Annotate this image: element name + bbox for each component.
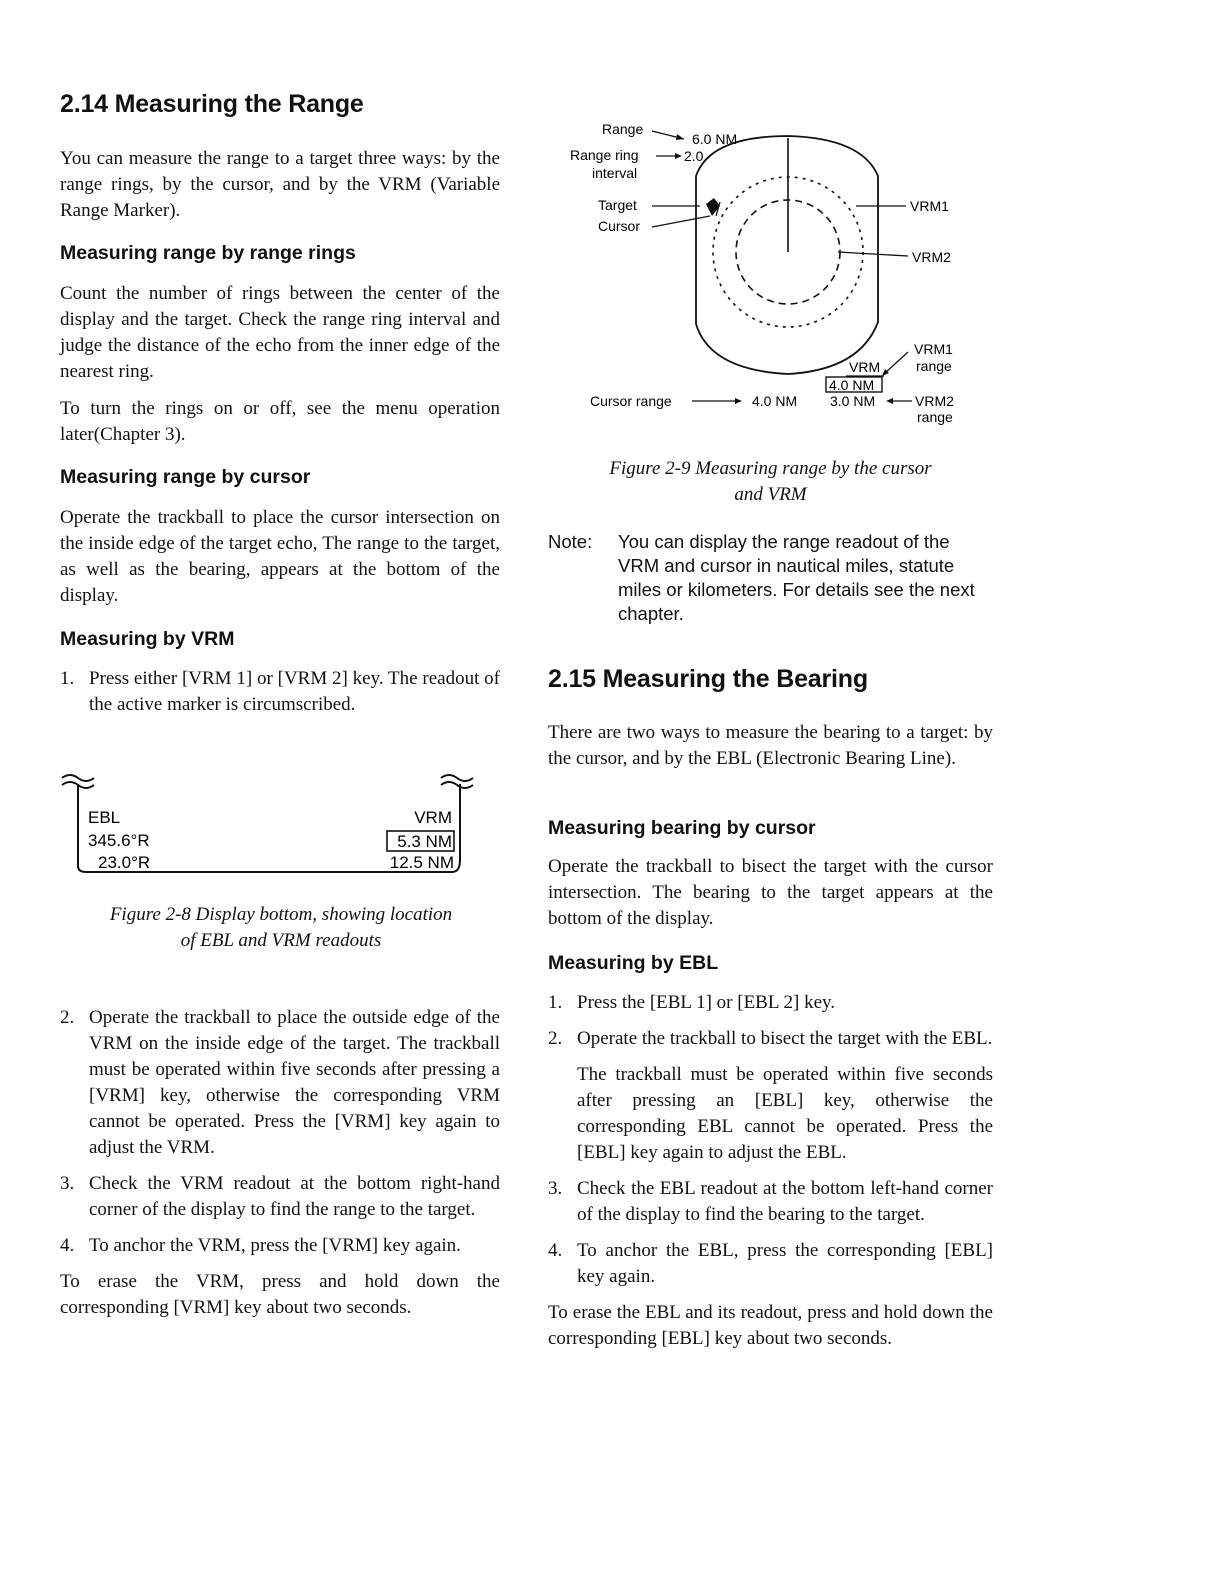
vrm-step-4 [60,1233,500,1259]
section-title-2-14: 2.14 Measuring the Range [60,90,364,118]
vrm2-label: VRM2 [912,249,951,265]
vrm-step-2 [60,1005,500,1161]
vrm-step-1 [60,666,500,718]
step-number: 4. [548,1240,563,1261]
vrm-label: VRM [414,808,452,827]
heading-range-cursor: Measuring range by cursor [60,466,311,488]
vrm1-range-label: VRM1 [914,341,953,357]
ebl-step-4 [548,1238,993,1290]
ebl-value-1: 345.6°R [88,831,150,850]
ebl-step-2 [548,1026,993,1052]
radar-range-figure [560,112,980,432]
section-title-2-15: 2.15 Measuring the Bearing [548,665,868,693]
step-text: Press the [EBL 1] or [EBL 2] key. [577,992,836,1013]
cursor-range-value: 4.0 NM [752,393,798,409]
vrm2-range-label: VRM2 [915,393,954,409]
step-text: Check the VRM readout at the bottom right-hand corner of the display to find the range to the target. [89,1173,500,1220]
bearing-intro: There are two ways to measure the bearing to a target: by the cursor, and by the EBL (Electronic Bearing Line). [548,722,993,769]
heading-bearing-cursor: Measuring bearing by cursor [548,817,816,839]
vrm-steps [60,1005,500,1321]
step-text: Operate the trackball to place the outside edge of the VRM on the inside edge of the target. The trackball must be operated within five seconds after pressing a [VRM] key, otherwise the corresponding VRM cannot be operated. Press the [VRM] key again to adjust the VRM. [89,1007,500,1158]
cursor-range-label: Cursor range [590,393,672,409]
break-mark-left [62,775,94,781]
vrm1-readout: 4.0 NM [829,377,875,393]
radar-display-outline [696,136,881,375]
erase-vrm-paragraph: To erase the VRM, press and hold down the corresponding [VRM] key about two seconds. [60,1271,500,1318]
heading-measuring-vrm: Measuring by VRM [60,628,235,650]
target-label: Target [598,197,637,213]
bearing-cursor-paragraph: Operate the trackball to bisect the target with the cursor intersection. The bearing to the target appears at the bottom of the display. [548,856,993,929]
step-text: Operate the trackball to bisect the target with the EBL. [577,1028,993,1049]
step-text: Check the EBL readout at the bottom left-hand corner of the display to find the bearing to the target. [577,1178,993,1225]
figure-2-9-caption: Figure 2-9 Measuring range by the cursor and VRM [609,458,932,505]
ebl-step-3 [548,1176,993,1228]
range-label: Range [602,121,644,137]
ebl-label: EBL [88,808,121,827]
ebl-steps [548,990,993,1352]
vrm2-range-label-2: range [917,409,953,425]
ebl-step-1 [548,990,993,1016]
range-cursor-paragraph: Operate the trackball to place the cursor intersection on the inside edge of the target echo, The range to the target, as well as the bearing, appears at the bottom of the display. [60,507,500,606]
range-rings-paragraph: Count the number of rings between the center of the display and the target. Check the range ring interval and judge the distance of the echo from the inner edge of the nearest ring. [60,283,500,382]
figure-2-8-caption: Figure 2-8 Display bottom, showing location of EBL and VRM readouts [109,904,453,951]
display-bottom-figure [56,770,486,880]
range-ring-label: Range ring [570,147,639,163]
note-label: Note: [548,531,593,552]
ebl-step-2-detail: The trackball must be operated within five seconds after pressing an [EBL] key, otherwise the corresponding EBL cannot be operated. Press the [EBL] key again to adjust the EBL. [577,1064,993,1163]
heading-range-rings: Measuring range by range rings [60,242,356,264]
range-ring-value: 2.0 [684,148,704,164]
step-text: To anchor the VRM, press the [VRM] key again. [89,1235,461,1256]
step-number: 1. [548,992,563,1013]
break-mark-right [441,775,473,781]
step-number: 4. [60,1235,75,1256]
step-number: 2. [548,1028,563,1049]
range-ring-interval-label: interval [592,165,638,181]
step-text: Press either [VRM 1] or [VRM 2] key. The readout of the active marker is circumscribed. [89,668,500,715]
vrm1-label: VRM1 [910,198,949,214]
step-number: 2. [60,1007,75,1028]
note-text: You can display the range readout of the VRM and cursor in nautical miles, statute miles or kilometers. For details see the next chapter. [618,531,975,624]
heading-measuring-ebl: Measuring by EBL [548,952,719,974]
vrm-readout-label: VRM [849,359,881,375]
erase-ebl-paragraph: To erase the EBL and its readout, press and hold down the corresponding [EBL] key about two seconds. [548,1302,993,1349]
step-text: To anchor the EBL, press the corresponding [EBL] key again. [577,1240,993,1287]
vrm-value-1: 5.3 NM [397,832,452,851]
ebl-value-2: 23.0°R [98,853,151,872]
step-number: 3. [60,1173,75,1194]
cursor-label: Cursor [598,218,641,234]
range-value: 6.0 NM [692,131,738,147]
range-rings-menu-paragraph: To turn the rings on or off, see the menu operation later(Chapter 3). [60,398,500,445]
vrm-step-3 [60,1171,500,1223]
step-number: 3. [548,1178,563,1199]
range-units-note [548,530,993,626]
vrm1-range-label-2: range [916,358,952,374]
vrm2-readout: 3.0 NM [830,393,876,409]
range-intro: You can measure the range to a target three ways: by the range rings, by the cursor, and by the VRM (Variable Range Marker). [60,148,500,221]
step-number: 1. [60,668,75,689]
vrm-value-2: 12.5 NM [389,853,454,872]
